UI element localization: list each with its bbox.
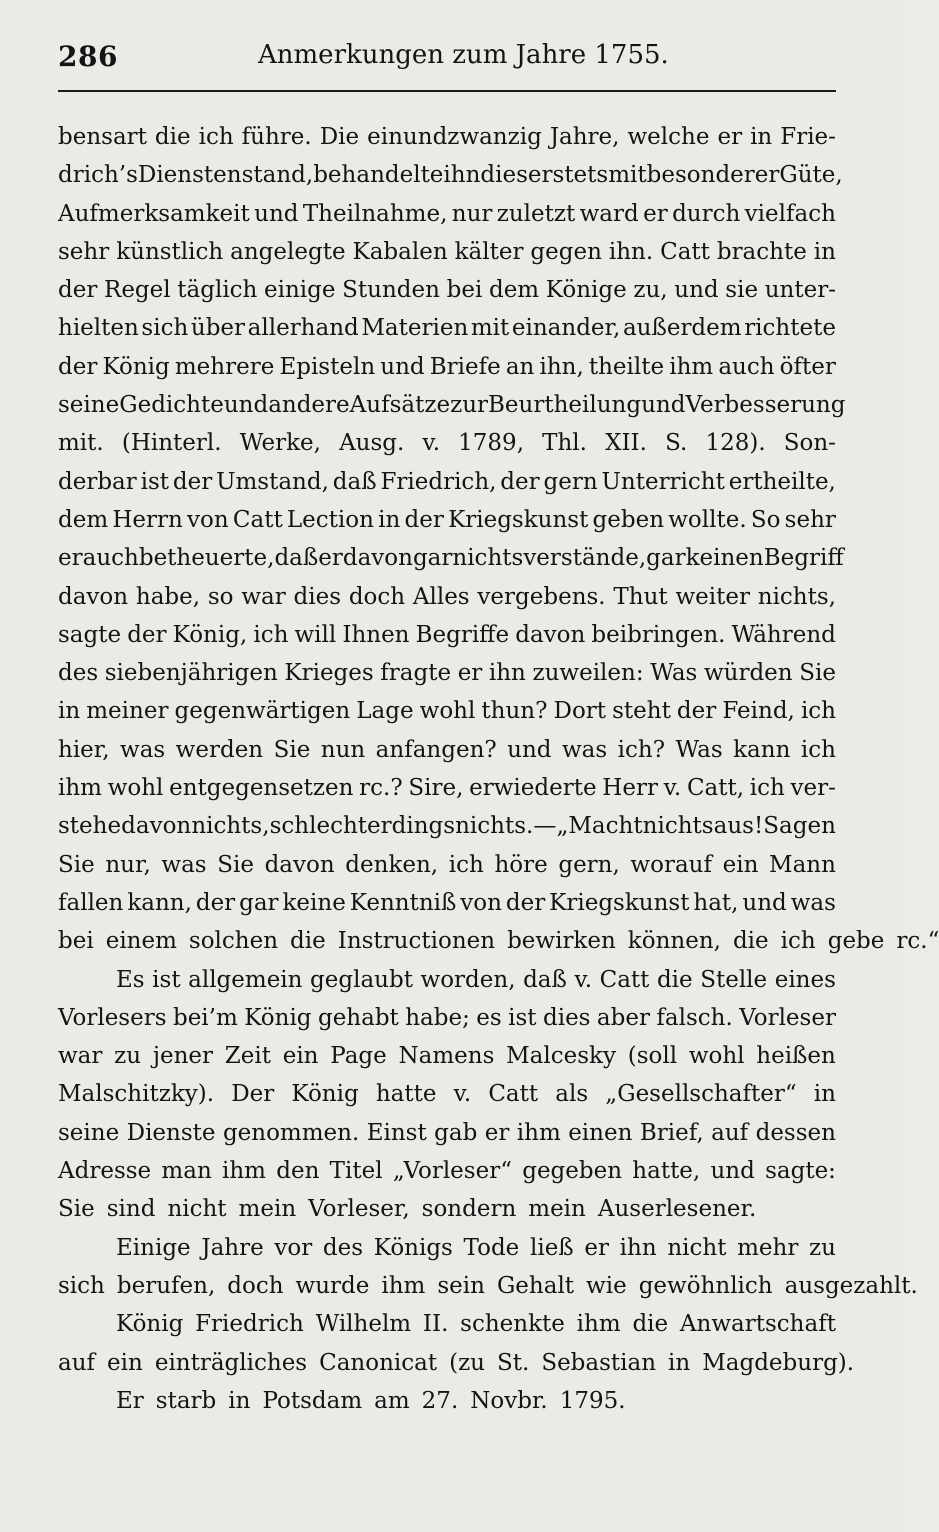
running-title: Anmerkungen zum Jahre 1755.: [258, 40, 669, 70]
text-line: sagte der König, ich will Ihnen Begriffe davon beibringen. Während: [58, 621, 836, 648]
text-line: Adresse man ihm den Titel „Vorleser“ gegeben hatte, und sagte:: [58, 1158, 836, 1185]
text-line: derbar ist der Umstand, daß Friedrich, der gern Unterricht ertheilte,: [58, 468, 836, 495]
text-line: Er starb in Potsdam am 27. Novbr. 1795.: [116, 1387, 626, 1414]
page-number: 286: [58, 40, 118, 73]
text-line: hier, was werden Sie nun anfangen? und was ich? Was kann ich: [58, 736, 836, 763]
text-line: der König mehrere Episteln und Briefe an ihn, theilte ihm auch öfter: [58, 353, 836, 380]
text-line: des siebenjährigen Krieges fragte er ihn zuweilen: Was würden Sie: [58, 660, 836, 687]
text-line: Es ist allgemein geglaubt worden, daß v. Catt die Stelle eines: [116, 966, 836, 993]
text-line: davon habe, so war dies doch Alles vergebens. Thut weiter nichts,: [58, 583, 836, 610]
text-line: bei einem solchen die Instructionen bewirken können, die ich gebe rc.“: [58, 928, 939, 955]
text-line: stehe davon nichts, schlechterdings nichts. — „Macht nichts aus! Sagen: [58, 813, 836, 840]
text-line: ihm wohl entgegensetzen rc.? Sire, erwiederte Herr v. Catt, ich ver-: [58, 775, 836, 802]
text-line: war zu jener Zeit ein Page Namens Malcesky (soll wohl heißen: [58, 1043, 836, 1070]
text-line: Einige Jahre vor des Königs Tode ließ er ihn nicht mehr zu: [116, 1234, 836, 1261]
page-header: [58, 36, 836, 80]
text-line: seine Gedichte und andere Aufsätze zur Beurtheilung und Verbesserung: [58, 392, 846, 419]
text-line: auf ein einträgliches Canonicat (zu St. Sebastian in Magdeburg).: [58, 1349, 855, 1376]
text-line: bensart die ich führe. Die einundzwanzig Jahre, welche er in Frie-: [58, 124, 836, 150]
text-line: sich berufen, doch wurde ihm sein Gehalt wie gewöhnlich ausgezahlt.: [58, 1272, 918, 1299]
text-line: Malschitzky). Der König hatte v. Catt als „Gesellschafter“ in: [58, 1081, 836, 1108]
text-line: dem Herrn von Catt Lection in der Kriegskunst geben wollte. So sehr: [58, 506, 836, 533]
text-line: Sie sind nicht mein Vorleser, sondern mein Auserlesener.: [58, 1196, 757, 1223]
header-rule: [58, 90, 836, 92]
text-line: mit. (Hinterl. Werke, Ausg. v. 1789, Thl. XII. S. 128). Son-: [58, 430, 836, 457]
text-line: der Regel täglich einige Stunden bei dem Könige zu, und sie unter-: [58, 277, 836, 304]
text-line: sehr künstlich angelegte Kabalen kälter gegen ihn. Catt brachte in: [58, 238, 836, 265]
text-line: seine Dienste genommen. Einst gab er ihm einen Brief, auf dessen: [58, 1119, 836, 1146]
text-line: Vorlesers bei’m König gehabt habe; es ist dies aber falsch. Vorleser: [58, 1004, 836, 1031]
text-line: Sie nur, was Sie davon denken, ich höre gern, worauf ein Mann: [58, 851, 836, 878]
text-line: König Friedrich Wilhelm II. schenkte ihm die Anwartschaft: [116, 1311, 836, 1338]
text-line: drich’s Diensten stand, behandelte ihn dieser stets mit besonderer Güte,: [58, 162, 843, 189]
body-text: [58, 118, 939, 1420]
text-line: hielten sich über allerhand Materien mit einander, außerdem richtete: [58, 315, 836, 342]
text-line: fallen kann, der gar keine Kenntniß von der Kriegskunst hat, und was: [58, 889, 836, 916]
text-line: er auch betheuerte, daß er davon gar nichts verstände, gar keinen Begriff: [58, 545, 844, 572]
text-line: Aufmerksamkeit und Theilnahme, nur zuletzt ward er durch vielfach: [58, 200, 836, 227]
text-line: in meiner gegenwärtigen Lage wohl thun? Dort steht der Feind, ich: [58, 698, 836, 725]
